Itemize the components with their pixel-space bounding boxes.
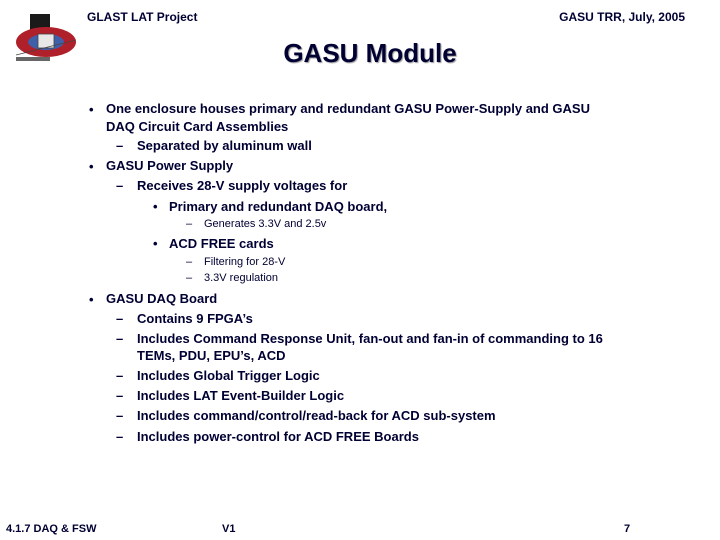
sub-trigger: Includes Global Trigger Logic [137, 368, 320, 383]
item-daq-board: Primary and redundant DAQ board, [169, 199, 388, 214]
dash-marker: – [116, 368, 124, 383]
bullet-marker: • [153, 199, 158, 214]
bullet-enclosure-line2: DAQ Circuit Card Assemblies [106, 119, 289, 134]
sub-power-control: Includes power-control for ACD FREE Boards [137, 429, 419, 444]
sub-receives: Receives 28-V supply voltages for [137, 178, 348, 193]
sub-cru-line1: Includes Command Response Unit, fan-out and fan-in of commanding to 16 [137, 331, 603, 346]
dash-marker: – [116, 178, 124, 193]
sub-acd-control: Includes command/control/read-back for ACD sub-system [137, 408, 496, 423]
footer-version: V1 [222, 523, 236, 535]
slide-title: GASU Module [283, 38, 457, 68]
dash-marker: – [116, 388, 124, 403]
bullet-marker: • [89, 159, 94, 174]
header-project: GLAST LAT Project [87, 10, 198, 24]
bullet-daq-board: GASU DAQ Board [106, 291, 218, 306]
bullet-marker: • [89, 102, 94, 117]
sub-event-builder: Includes LAT Event-Builder Logic [137, 388, 345, 403]
bullet-power-supply: GASU Power Supply [106, 158, 234, 173]
dash-marker: – [116, 429, 124, 444]
item-generates: Generates 3.3V and 2.5v [204, 218, 327, 230]
bullet-marker: • [153, 236, 158, 251]
dash-marker: – [116, 408, 124, 423]
sub-fpgas: Contains 9 FPGA’s [137, 311, 253, 326]
dash-marker: – [186, 256, 193, 268]
sub-separated: Separated by aluminum wall [137, 138, 312, 153]
dash-marker: – [186, 218, 193, 230]
dash-marker: – [116, 331, 124, 346]
bullet-enclosure-line1: One enclosure houses primary and redundant GASU Power-Supply and GASU [106, 101, 590, 116]
item-filtering: Filtering for 28-V [204, 256, 286, 268]
dash-marker: – [186, 272, 193, 284]
sub-cru-line2: TEMs, PDU, EPU’s, ACD [137, 348, 286, 363]
page-number: 7 [624, 523, 631, 535]
dash-marker: – [116, 311, 124, 326]
bullet-marker: • [89, 292, 94, 307]
item-acd-free: ACD FREE cards [169, 236, 274, 251]
dash-marker: – [116, 138, 124, 153]
item-regulation: 3.3V regulation [204, 272, 278, 284]
footer-section: 4.1.7 DAQ & FSW [6, 523, 97, 535]
header-review: GASU TRR, July, 2005 [559, 10, 685, 24]
